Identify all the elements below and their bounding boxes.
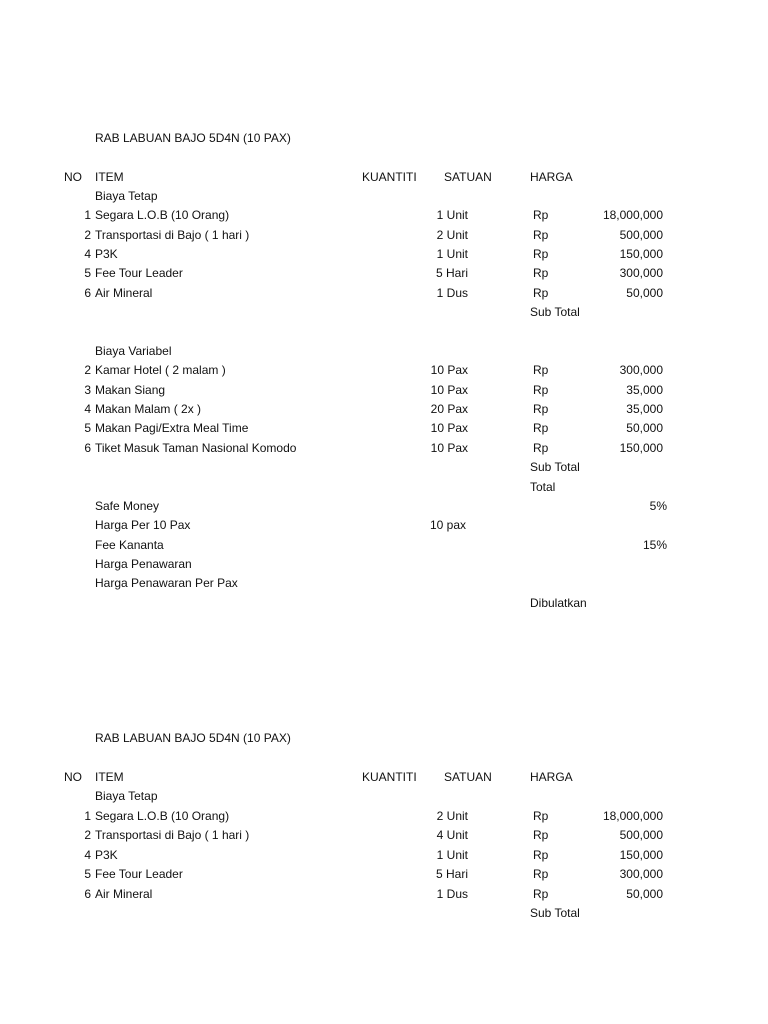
row-satuan: 10 Pax <box>430 383 468 397</box>
row-item: Fee Tour Leader <box>95 266 183 280</box>
row-item: Transportasi di Bajo ( 1 hari ) <box>95 228 250 242</box>
row-currency: Rp <box>533 441 549 455</box>
row-item: P3K <box>95 848 118 862</box>
row-item: Kamar Hotel ( 2 malam ) <box>95 363 226 377</box>
row-satuan: 10 Pax <box>430 421 468 435</box>
subtotal-label: Sub Total <box>530 906 580 920</box>
safe-money-label: Safe Money <box>95 499 160 513</box>
row-no: 5 <box>84 266 91 280</box>
fee-value: 15% <box>642 538 667 552</box>
row-no: 4 <box>84 247 91 261</box>
row-satuan: 10 Pax <box>430 441 468 455</box>
row-no: 6 <box>84 286 91 300</box>
row-currency: Rp <box>533 383 549 397</box>
row-item: Makan Pagi/Extra Meal Time <box>95 421 249 435</box>
row-harga: 18,000,000 <box>602 809 663 823</box>
header-kuantiti: KUANTITI <box>362 170 417 184</box>
row-no: 5 <box>84 421 91 435</box>
row-item: Segara L.O.B (10 Orang) <box>95 809 230 823</box>
row-currency: Rp <box>533 402 549 416</box>
row-harga: 50,000 <box>626 421 663 435</box>
row-no: 3 <box>84 383 91 397</box>
header-harga: HARGA <box>530 170 573 184</box>
fee-label: Fee Kananta <box>95 538 164 552</box>
row-item: Segara L.O.B (10 Orang) <box>95 208 230 222</box>
harga-penawaran-per-pax-label: Harga Penawaran Per Pax <box>95 576 238 590</box>
row-no: 6 <box>84 887 91 901</box>
row-item: Air Mineral <box>95 286 153 300</box>
header-no: NO <box>64 170 82 184</box>
row-no: 5 <box>84 867 91 881</box>
header-satuan: SATUAN <box>444 770 492 784</box>
row-satuan: 10 Pax <box>430 363 468 377</box>
row-item: Makan Malam ( 2x ) <box>95 402 202 416</box>
row-harga: 150,000 <box>619 247 663 261</box>
section-biaya-tetap: Biaya Tetap <box>95 789 158 803</box>
row-harga: 18,000,000 <box>602 208 663 222</box>
row-no: 2 <box>84 228 91 242</box>
row-harga: 35,000 <box>626 402 663 416</box>
row-no: 1 <box>84 208 91 222</box>
total-label: Total <box>530 480 556 494</box>
row-currency: Rp <box>533 208 549 222</box>
row-harga: 50,000 <box>626 286 663 300</box>
harga-per-10-label: Harga Per 10 Pax <box>95 518 191 532</box>
row-satuan: 5 Hari <box>435 867 468 881</box>
row-item: Transportasi di Bajo ( 1 hari ) <box>95 828 250 842</box>
row-item: Makan Siang <box>95 383 166 397</box>
row-harga: 150,000 <box>619 848 663 862</box>
row-harga: 500,000 <box>619 228 663 242</box>
row-satuan: 20 Pax <box>430 402 468 416</box>
row-currency: Rp <box>533 421 549 435</box>
harga-penawaran-label: Harga Penawaran <box>95 557 192 571</box>
section-biaya-tetap: Biaya Tetap <box>95 189 158 203</box>
subtotal-label: Sub Total <box>530 305 580 319</box>
row-satuan: 1 Unit <box>436 208 468 222</box>
row-harga: 35,000 <box>626 383 663 397</box>
subtotal-label: Sub Total <box>530 460 580 474</box>
row-harga: 50,000 <box>626 887 663 901</box>
row-no: 6 <box>84 441 91 455</box>
row-item: Tiket Masuk Taman Nasional Komodo <box>95 441 297 455</box>
row-no: 4 <box>84 402 91 416</box>
row-currency: Rp <box>533 228 549 242</box>
harga-per-10-satuan: 10 pax <box>430 518 467 532</box>
row-satuan: 2 Unit <box>436 809 468 823</box>
row-satuan: 1 Unit <box>436 247 468 261</box>
sheet-title: RAB LABUAN BAJO 5D4N (10 PAX) <box>95 731 291 745</box>
row-no: 2 <box>84 363 91 377</box>
row-currency: Rp <box>533 887 549 901</box>
row-harga: 500,000 <box>619 828 663 842</box>
row-satuan: 1 Dus <box>436 286 468 300</box>
section-biaya-variabel: Biaya Variabel <box>95 344 172 358</box>
row-currency: Rp <box>533 828 549 842</box>
row-satuan: 5 Hari <box>435 266 468 280</box>
row-no: 4 <box>84 848 91 862</box>
row-harga: 300,000 <box>619 363 663 377</box>
header-satuan: SATUAN <box>444 170 492 184</box>
row-item: Fee Tour Leader <box>95 867 183 881</box>
header-kuantiti: KUANTITI <box>362 770 417 784</box>
safe-money-value: 5% <box>649 499 667 513</box>
sheet-title: RAB LABUAN BAJO 5D4N (10 PAX) <box>95 131 291 145</box>
row-no: 2 <box>84 828 91 842</box>
row-satuan: 2 Unit <box>436 228 468 242</box>
row-currency: Rp <box>533 286 549 300</box>
row-currency: Rp <box>533 848 549 862</box>
row-currency: Rp <box>533 809 549 823</box>
row-harga: 300,000 <box>619 867 663 881</box>
header-no: NO <box>64 770 82 784</box>
row-currency: Rp <box>533 867 549 881</box>
header-item: ITEM <box>95 770 124 784</box>
row-no: 1 <box>84 809 91 823</box>
row-harga: 150,000 <box>619 441 663 455</box>
header-item: ITEM <box>95 170 124 184</box>
header-harga: HARGA <box>530 770 573 784</box>
dibulatkan-label: Dibulatkan <box>530 596 587 610</box>
row-currency: Rp <box>533 247 549 261</box>
row-satuan: 4 Unit <box>436 828 468 842</box>
row-item: P3K <box>95 247 118 261</box>
row-item: Air Mineral <box>95 887 153 901</box>
row-harga: 300,000 <box>619 266 663 280</box>
row-currency: Rp <box>533 363 549 377</box>
row-currency: Rp <box>533 266 549 280</box>
row-satuan: 1 Dus <box>436 887 468 901</box>
row-satuan: 1 Unit <box>436 848 468 862</box>
